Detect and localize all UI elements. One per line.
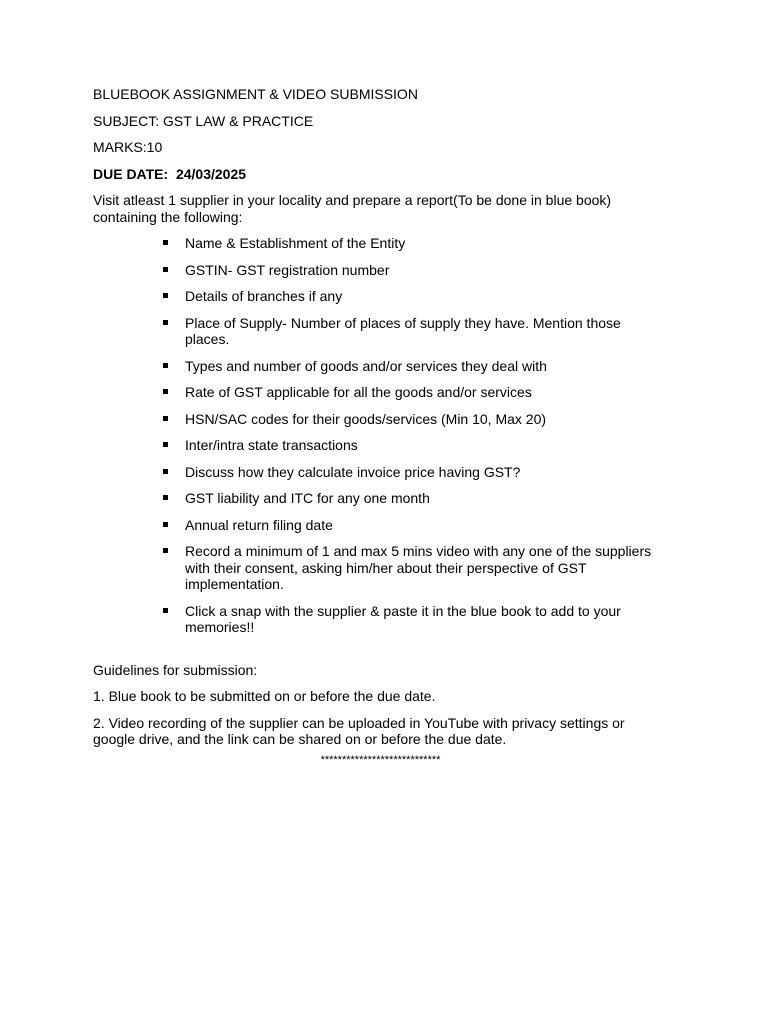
square-bullet-icon xyxy=(163,416,168,421)
list-item-text: Annual return filing date xyxy=(185,516,333,533)
list-item xyxy=(93,262,668,279)
list-item xyxy=(93,437,668,454)
list-item xyxy=(93,288,668,305)
square-bullet-icon xyxy=(163,442,168,447)
square-bullet-icon xyxy=(163,522,168,527)
guideline-item: 2. Video recording of the supplier can be uploaded in YouTube with privacy settings or google drive, and the link can be shared on or before the due date. xyxy=(93,714,629,747)
marks-line: MARKS:10 xyxy=(93,139,163,155)
list-item-text: GSTIN- GST registration number xyxy=(185,261,390,278)
square-bullet-icon xyxy=(163,320,168,325)
due-date-line: DUE DATE: 24/03/2025 xyxy=(93,165,247,182)
list-item-text: Rate of GST applicable for all the goods and/or services xyxy=(185,384,532,400)
list-item xyxy=(93,315,668,348)
list-item-text: Name & Establishment of the Entity xyxy=(185,235,406,251)
list-item-text: Types and number of goods and/or services they deal with xyxy=(185,357,547,374)
requirements-list xyxy=(93,235,668,636)
footer-separator: **************************** xyxy=(320,753,441,766)
square-bullet-icon xyxy=(163,363,168,368)
square-bullet-icon xyxy=(163,389,168,394)
list-item xyxy=(93,384,668,401)
list-item-text: Inter/intra state transactions xyxy=(185,437,358,453)
section-spacer xyxy=(93,646,668,662)
list-item xyxy=(93,603,668,636)
list-item-text: Place of Supply- Number of places of supply they have. Mention those places. xyxy=(185,314,621,347)
list-item-text: Click a snap with the supplier & paste it in the blue book to add to your memories!! xyxy=(185,602,621,635)
document-body xyxy=(93,86,668,768)
square-bullet-icon xyxy=(163,469,168,474)
list-item-text: Discuss how they calculate invoice price having GST? xyxy=(185,463,521,480)
list-item xyxy=(93,235,668,252)
list-item-text: Details of branches if any xyxy=(185,288,343,304)
list-item xyxy=(93,543,668,593)
square-bullet-icon xyxy=(163,293,168,298)
list-item xyxy=(93,464,668,481)
square-bullet-icon xyxy=(163,608,168,613)
list-item-text: HSN/SAC codes for their goods/services (Min 10, Max 20) xyxy=(185,410,547,427)
list-item-text: GST liability and ITC for any one month xyxy=(185,490,430,506)
subject-line: SUBJECT: GST LAW & PRACTICE xyxy=(93,112,314,129)
guideline-item: 1. Blue book to be submitted on or before the due date. xyxy=(93,688,436,704)
list-item-text: Record a minimum of 1 and max 5 mins video with any one of the suppliers with their consent, asking him/her about their perspective of GST implementation. xyxy=(185,543,652,592)
square-bullet-icon xyxy=(163,548,168,553)
square-bullet-icon xyxy=(163,240,168,245)
list-item xyxy=(93,411,668,428)
square-bullet-icon xyxy=(163,267,168,272)
square-bullet-icon xyxy=(163,495,168,500)
guidelines-heading: Guidelines for submission: xyxy=(93,661,258,678)
intro-paragraph: Visit atleast 1 supplier in your locality and prepare a report(To be done in blue book) containing the following: xyxy=(93,192,615,225)
list-item xyxy=(93,358,668,375)
list-item xyxy=(93,517,668,534)
assignment-title: BLUEBOOK ASSIGNMENT & VIDEO SUBMISSION xyxy=(93,86,418,102)
list-item xyxy=(93,490,668,507)
